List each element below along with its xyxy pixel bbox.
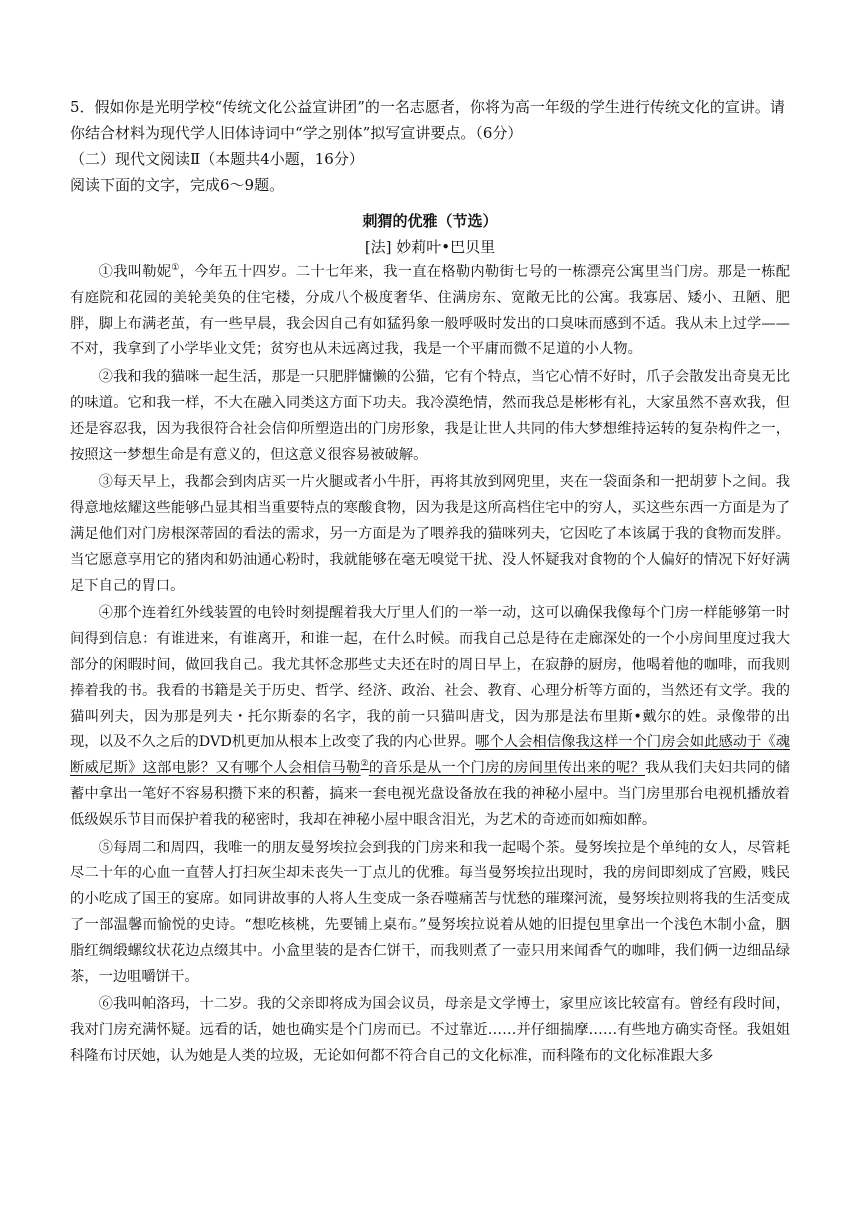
underlined-sentence-end: 的音乐是从一个门房的房间里传出来的呢？ (368, 760, 645, 777)
paragraph-2: ②我和我的猫咪一起生活，那是一只肥胖慵懒的公猫，它有个特点，当它心情不好时，爪子会散发出奇臭无比的味道。它和我一样，不大在融入同类这方面下功夫。我冷漠绝情，然而我总是彬彬有礼，大家虽然不喜欢我，但还是容忍我，因为我很符合社会信仰所塑造出的门房形象，我是让世人共同的伟大梦想维持运转的复杂构件之一，按照这一梦想生命是有意义的，但这意义很容易被破解。 (70, 369, 790, 463)
paragraph-3: ③每天早上，我都会到肉店买一片火腿或者小牛肝，再将其放到网兜里，夹在一袋面条和一把胡萝卜之间。我得意地炫耀这些能够凸显其相当重要特点的寒酸食物，因为我是这所高档住宅中的穷人，买这些东西一方面是为了满足他们对门房根深蒂固的看法的需求，另一方面是为了喂养我的猫咪列夫，它因吃了本该属于我的食物而发胖。当它愿意享用它的猪肉和奶油通心粉时，我就能够在毫无嗅觉干扰、没人怀疑我对食物的个人偏好的情况下好好满足下自己的胃口。 (70, 474, 790, 594)
footnote-marker-2: ② (360, 759, 369, 770)
paragraph-4 (70, 601, 790, 833)
paragraph-1 (70, 260, 790, 363)
underlined-sentence: 哪个人会相信像我这样一个门房会如此感动于《魂断威尼斯》这部电影？又有哪个人会相信马勒 (70, 734, 790, 777)
paragraph-4-part-a: ④那个连着红外线装置的电铃时刻提醒着我大厅里人们的一举一动，这可以确保我像每个门房一样能够第一时间得到信息：有谁进来，有谁离开，和谁一起，在什么时候。而我自己总是待在走廊深处的一个小房间里度过我大部分的闲暇时间，做回我自己。我尤其怀念那些丈夫还在时的周日早上，在寂静的厨房，他喝着他的咖啡，而我则捧着我的书。我看的书籍是关于历史、哲学、经济、政治、社会、教育、心理分析等方面的，当然还有文学。我的猫叫列夫，因为那是列夫・托尔斯泰的名字，我的前一只猫叫唐戈，因为那是法布里斯•戴尔的姓。录像带的出现，以及不久之后的DVD机更加从根本上改变了我的内心世界。 (70, 605, 790, 751)
paragraph-5: ⑤每周二和周四，我唯一的朋友曼努埃拉会到我的门房来和我一起喝个茶。曼努埃拉是个单纯的女人，尽管耗尽二十年的心血一直替人打扫灰尘却未丧失一丁点儿的优雅。每当曼努埃拉出现时，我的房间即刻成了宫殿，贱民的小吃成了国王的宴席。如同讲故事的人将人生变成一条吞噬痛苦与忧愁的璀璨河流，曼努埃拉则将我的生活变成了一部温馨而愉悦的史诗。“想吃核桃，先要铺上桌布。”曼努埃拉说着从她的旧提包里拿出一个浅色木制小盒，胭脂红绸缎螺纹状花边点缀其中。小盒里装的是杏仁饼干，而我则煮了一壶只用来闻香气的咖啡，我们俩一边细品绿茶，一边咀嚼饼干。 (70, 839, 790, 985)
article-author: [法] 妙莉叶•巴贝里 (364, 238, 496, 256)
question-5: 5．假如你是光明学校“传统文化公益宣讲团”的一名志愿者，你将为高一年级的学生进行传统文化的宣讲。请你结合材料为现代学人旧体诗词中“学之别体”拟写宣讲要点。（6分） (70, 98, 785, 142)
article-title: 刺猬的优雅（节选） (362, 212, 498, 230)
footnote-marker-1: ① (171, 263, 180, 274)
document-page (70, 94, 790, 1072)
paragraph-1-rest: ，今年五十四岁。二十七年来，我一直在格勒内勒街七号的一栋漂亮公寓里当门房。那是一栋配有庭院和花园的美轮美奂的住宅楼，分成八个极度奢华、住满房东、宽敞无比的公寓。我寡居、矮小、丑陋、肥胖，脚上布满老茧，有一些早晨，我会因自己有如猛犸象一般呼吸时发出的口臭味而感到不适。我从未上过学——不对，我拿到了小学毕业文凭；贫穷也从未远离过我，我是一个平庸而微不足道的小人物。 (70, 264, 790, 358)
reading-instruction: 阅读下面的文字，完成6～9题。 (70, 176, 285, 194)
paragraph-4-part-b: 我从我们夫妇共同的储蓄中拿出一笔好不容易积攒下来的积蓄，搞来一套电视光盘设备放在我的神秘小屋中。当门房里那台电视机播放着低级娱乐节目而保护着我的秘密时，我却在神秘小屋中眼含泪光，为艺术的奇迹而如痴如醉。 (70, 760, 791, 828)
paragraph-6: ⑥我叫帕洛玛，十二岁。我的父亲即将成为国会议员，母亲是文学博士，家里应该比较富有。曾经有段时间，我对门房充满怀疑。远看的话，她也确实是个门房而已。不过靠近……并仔细揣摩……有些地方确实奇怪。我姐姐科隆布讨厌她，认为她是人类的垃圾，无论如何都不符合自己的文化标准，而科隆布的文化标准跟大多 (70, 996, 790, 1064)
paragraph-1-start: ①我叫勒妮 (98, 264, 172, 280)
section-heading: （二）现代文阅读Ⅱ（本题共4小题，16分） (70, 150, 364, 168)
